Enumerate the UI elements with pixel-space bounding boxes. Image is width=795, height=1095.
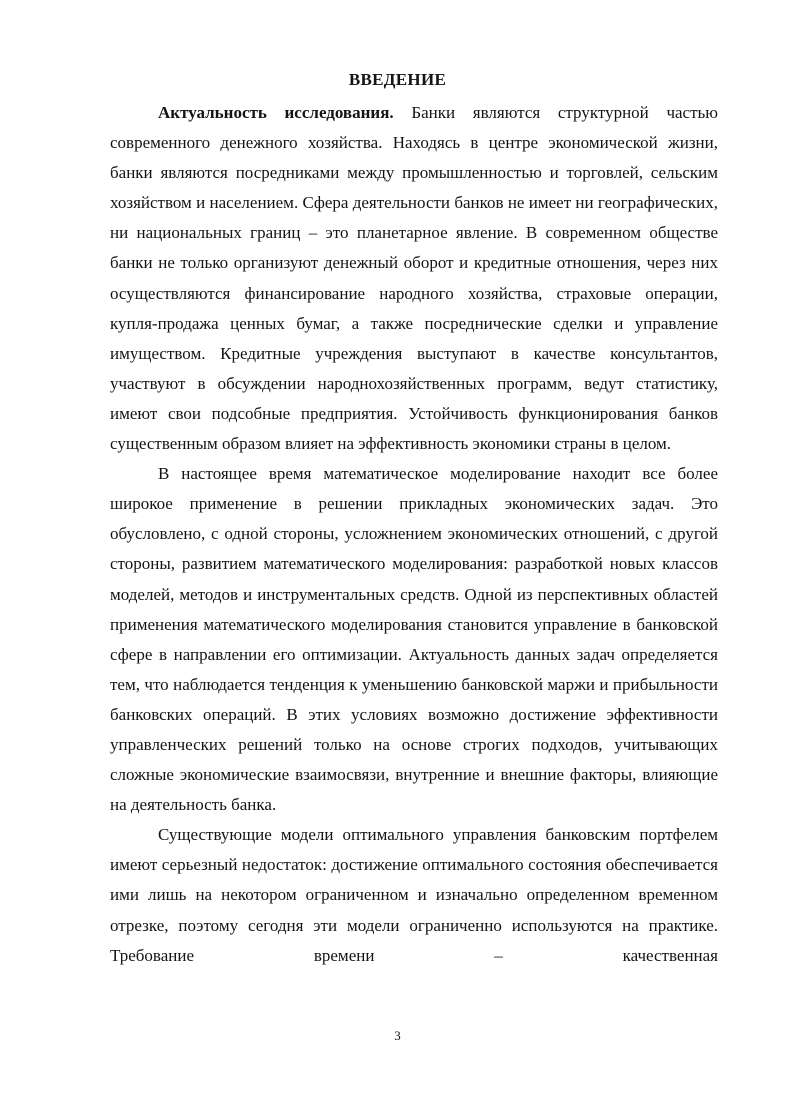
page-number: 3	[394, 1028, 401, 1043]
section-heading: ВВЕДЕНИЕ	[348, 70, 447, 89]
body-text	[110, 98, 718, 971]
paragraph-text: В настоящее время математическое моделирование находит все более широкое применение в решении прикладных экономических задач. Это обусловлено, с одной стороны, усложнением экономических отношений, с другой стороны, развитием математического моделирования: разработкой новых классов моделей, методов и инструментальных средств. Одной из перспективных областей применения математического моделирования становится управление в банковской сфере в направлении его оптимизации. Актуальность данных задач определяется тем, что наблюдается тенденция к уменьшению банковской маржи и прибыльности банковских операций. В этих условиях возможно достижение эффективности управленческих решений только на основе строгих подходов, учитывающих сложные экономические взаимосвязи, внутренние и внешние факторы, влияющие на деятельность банка.	[110, 464, 718, 815]
paragraph-text: Банки являются структурной частью современного денежного хозяйства. Находясь в центре экономической жизни, банки являются посредниками между промышленностью и торговлей, сельским хозяйством и населением. Сфера деятельности банков не имеет ни географических, ни национальных границ – это планетарное явление. В современном обществе банки не только организуют денежный оборот и кредитные отношения, через них осуществляются финансирование народного хозяйства, страховые операции, купля-продажа ценных бумаг, а также посреднические сделки и управление имуществом. Кредитные учреждения выступают в качестве консультантов, участвуют в обсуждении народнохозяйственных программ, ведут статистику, имеют свои подсобные предприятия. Устойчивость функционирования банков существенным образом влияет на эффективность экономики страны в целом.	[110, 103, 718, 454]
paragraph-modeling	[110, 459, 718, 820]
paragraph-lead: Актуальность исследования.	[158, 103, 394, 122]
paragraph-existing-models	[110, 820, 718, 970]
paragraph-relevance	[110, 98, 718, 459]
paragraph-text: Существующие модели оптимального управления банковским портфелем имеют серьезный недостаток: достижение оптимального состояния обеспечивается ими лишь на некотором ограниченном и изначально определенном временном отрезке, поэтому сегодня эти модели ограниченно используются на практике. Требование времени – качественная	[110, 825, 718, 965]
